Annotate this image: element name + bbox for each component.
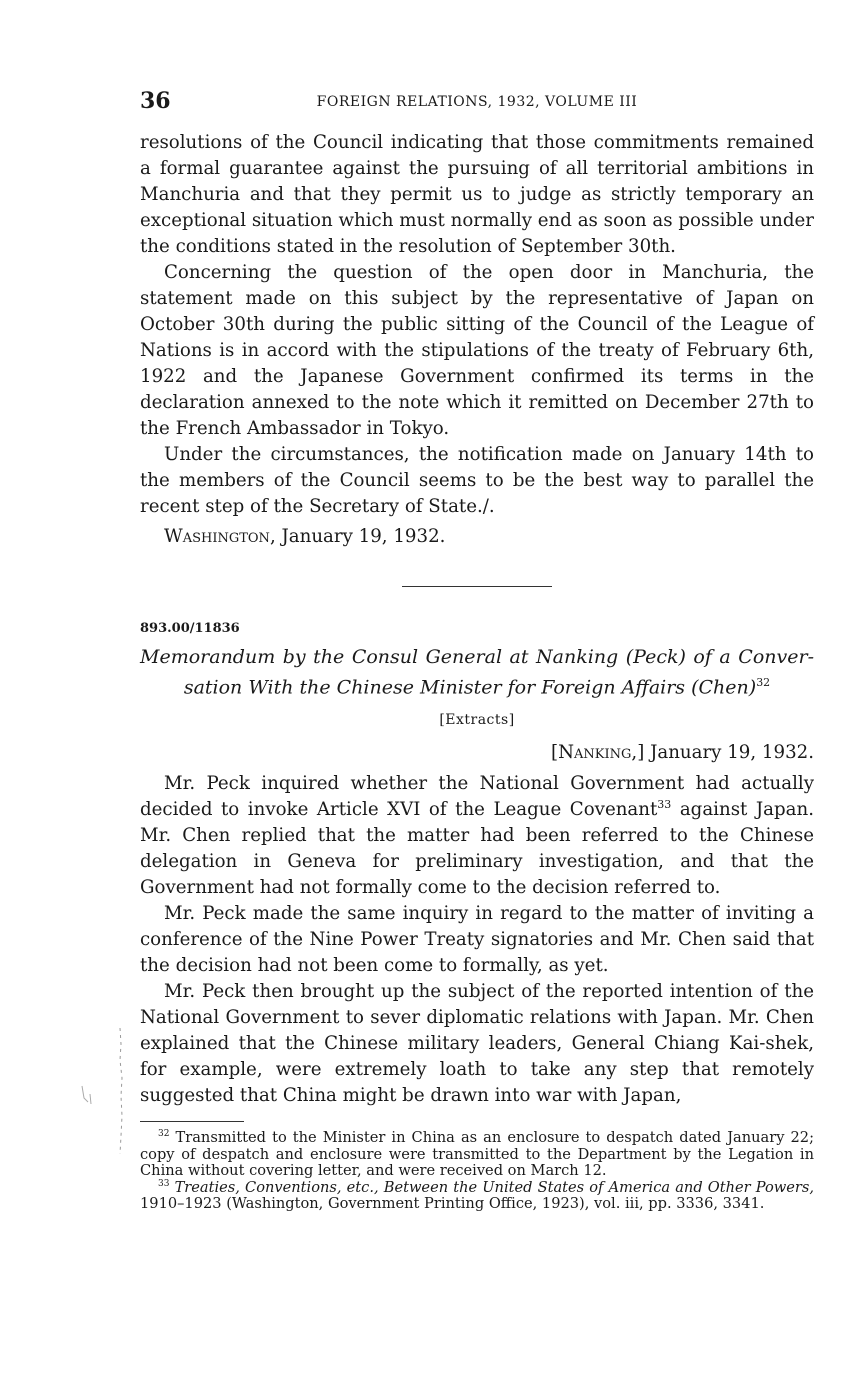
paragraph: resolutions of the Council indicating that those commitments remained a formal guarantee against the pursuing of all territorial ambitions in Manchuria and that they permit us to judge as strictly temporary an exceptional situation which must normally end as soon as possible under the conditions stated in the resolution of September 30th. (140, 132, 814, 257)
paragraph: Under the circumstances, the notification made on January 14th to the members of the Council seems to be the best way to parallel the recent step of the Secretary of State./. (140, 444, 814, 517)
dateline (140, 524, 814, 550)
file-number: 893.00/11836 (140, 621, 240, 636)
extracts-label: [Extracts] (439, 712, 515, 729)
paragraph: Mr. Peck made the same inquiry in regard to the matter of inviting a conference of the Nine Power Treaty signatories and Mr. Chen said that the decision had not been come to formally, as yet. (140, 903, 814, 977)
dateline-place: Washington (164, 526, 270, 547)
footnote-ref: 32 (756, 676, 771, 689)
memo-date-place: Nanking (558, 742, 632, 764)
memo-date (140, 742, 814, 763)
memo-body (140, 771, 814, 1109)
continued-text (140, 130, 814, 550)
paragraph-text: against Japan. Mr. Chen replied that the matter had been referred to the Chinese delegation in Geneva for preliminary investigation, and that the Government had not formally come to the decision referred to. (140, 799, 814, 899)
paragraph: Mr. Peck then brought up the subject of the reported intention of the National Government to sever diplomatic relations with Japan. Mr. Chen explained that the Chinese military leaders, General Chiang Kai-shek, for example, were extremely loath to take any step that remotely suggested that China might be drawn into war with Japan, (140, 981, 814, 1107)
footnote-number: 33 (158, 1178, 170, 1189)
paragraph-text: Mr. Peck inquired whether the National Government had actually decided to invoke Article XVI of the League Covenant (140, 773, 814, 821)
footnote-33 (140, 1180, 814, 1213)
margin-pencil-marks (72, 1024, 132, 1164)
paragraph (140, 771, 814, 901)
date-bracket: [ (551, 742, 559, 764)
dateline-date: , January 19, 1932. (269, 526, 446, 547)
paragraph: Concerning the question of the open door in Manchuria, the statement made on this subject by the representative of Japan on October 30th during the public sitting of the Council of the League of Nations is in accord with the stipulations of the treaty of February 6th, 1922 and the Japanese Government confirmed its terms in the declaration annexed to the note which it remitted on December 27th to the French Ambassador in Tokyo. (140, 262, 814, 439)
title-line-2: sation With the Chinese Minister for Foreign Affairs (Chen) (183, 676, 757, 699)
section-divider (402, 586, 552, 587)
footnote-text: Transmitted to the Minister in China as an enclosure to despatch dated January 22; copy of despatch and enclosure were transmitted to the Department by the Legation in China without covering letter, and were received on March 12. (140, 1129, 815, 1180)
footnotes (140, 1130, 814, 1213)
footnote-number: 32 (158, 1129, 170, 1140)
footnote-divider (140, 1121, 244, 1122)
footnote-text: 1910–1923 (Washington, Government Printing Office, 1923), vol. iii, pp. 3336, 3341. (140, 1195, 765, 1213)
page-header (140, 88, 814, 122)
running-head: FOREIGN RELATIONS, 1932, VOLUME III (316, 94, 638, 110)
footnote-ref: 33 (657, 798, 672, 812)
footnote-title: Treaties, Conventions, etc., Between the United States of America and Other Powers, (174, 1178, 814, 1196)
document-page (140, 88, 814, 1213)
page-number: 36 (140, 88, 171, 114)
footnote-32 (140, 1130, 814, 1180)
document-title (140, 644, 814, 700)
memo-date-text: ,] January 19, 1932. (631, 742, 814, 764)
title-line-1: Memorandum by the Consul General at Nanking (Peck) of a Conver- (140, 646, 814, 668)
